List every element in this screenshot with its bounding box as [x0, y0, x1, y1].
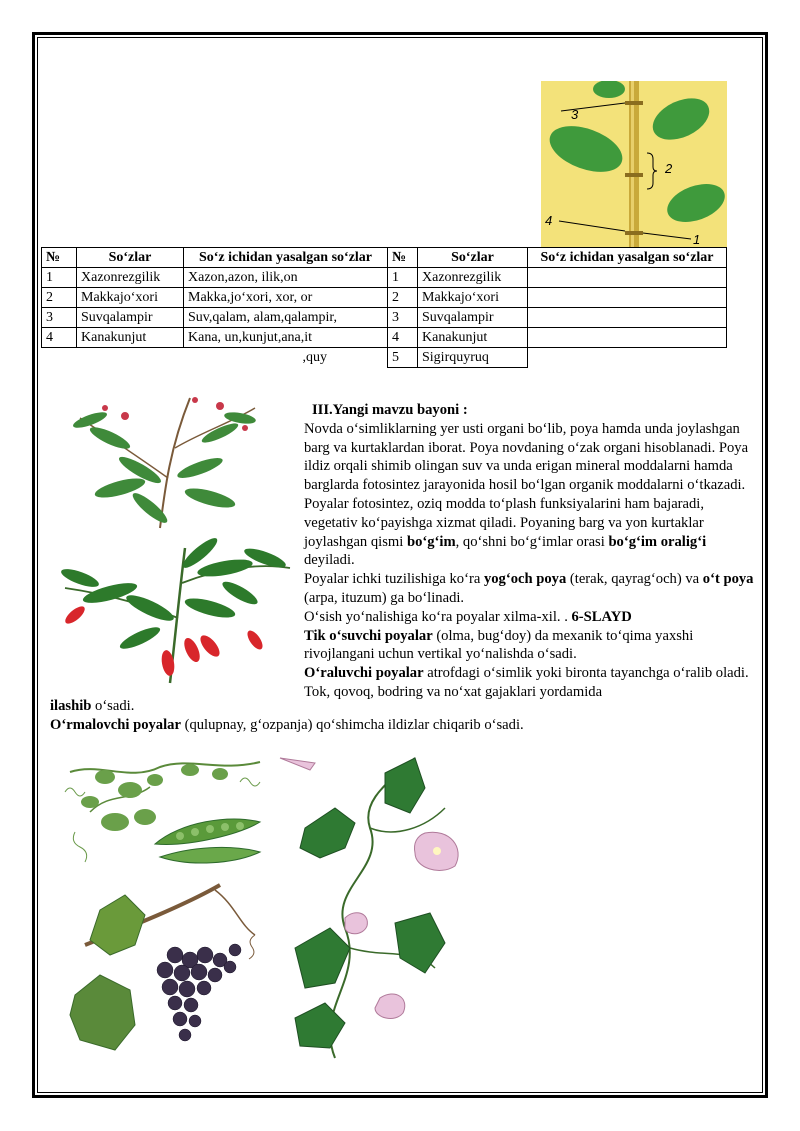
table-row — [42, 268, 727, 288]
paragraph-text: (qulupnay, g‘ozpanja) qo‘shimcha ildizlar chiqarib o‘sadi. — [180, 716, 524, 733]
bindweed-plant-image — [275, 748, 470, 1063]
table-header-row — [42, 248, 727, 268]
table-cell: Suv,qalam, alam,qalampir, — [184, 308, 388, 328]
paragraph — [304, 420, 756, 570]
table-cell[interactable] — [528, 348, 727, 368]
table-row — [42, 308, 727, 328]
paragraph-text: (terak, qayrag‘och) va — [566, 571, 703, 588]
term-bold: o‘t poya — [702, 571, 754, 588]
paragraph — [304, 608, 756, 627]
section-heading-text: III.Yangi mavzu bayoni : — [312, 402, 468, 418]
term-bold: O‘raluvchi poyalar — [304, 665, 424, 682]
table-cell: 1 — [42, 268, 77, 288]
term-bold: yog‘och poya — [483, 571, 567, 588]
table-cell[interactable] — [528, 328, 727, 348]
stem-diagram-image — [541, 81, 727, 247]
table-cell: ,quy — [302, 350, 327, 365]
table-cell: Xazonrezgilik — [418, 268, 528, 288]
table-cell[interactable] — [528, 268, 727, 288]
table-cell: Kanakunjut — [77, 328, 184, 348]
paragraph — [50, 716, 760, 735]
term-bold: O‘rmalovchi poyalar — [50, 716, 181, 733]
table-row — [42, 328, 727, 348]
section-heading — [304, 401, 756, 420]
grape-vine-image — [65, 875, 265, 1065]
stem-label-3: 3 — [571, 107, 579, 122]
header-words: So‘zlar — [418, 248, 528, 268]
table-cell: Makka,jo‘xori, xor, or — [184, 288, 388, 308]
table-cell: 5 — [388, 348, 418, 368]
stem-label-2: 2 — [665, 161, 673, 176]
stem-label-4: 4 — [545, 213, 553, 228]
table-cell: 2 — [388, 288, 418, 308]
slide-reference: 6-SLAYD — [571, 608, 632, 625]
table-cell: Suvqalampir — [77, 308, 184, 328]
term-bold: bo‘g‘im — [406, 533, 456, 550]
paragraph — [50, 697, 760, 716]
paragraph-text: Novda o‘simliklarning yer usti organi bo‘lib, poya hamda unda joylashgan barg va kurtaklardan iborat. Poya novdaning o‘zak organi hisoblanadi. Poya ildiz orqali shimib olingan suv va unda erigan mineral moddalarni hamda barglarda fotosintez jarayonida hosil bo‘lgan organik moddalarni o‘tkazadi. Poyalar fotosintez, oziq modda to‘plash funksiyalarini ham bajaradi, vegetativ ko‘payishga xizmat qiladi. Poyaning barg va yon kurtaklar joylashgan qismi — [304, 420, 749, 550]
table-cell: 1 — [388, 268, 418, 288]
table-cell — [77, 348, 184, 368]
paragraph-text: , qo‘shni bo‘g‘imlar orasi — [455, 533, 609, 550]
paragraph — [304, 570, 756, 608]
header-num: № — [388, 248, 418, 268]
table-cell: 4 — [388, 328, 418, 348]
paragraph-text: o‘sadi. — [91, 698, 135, 714]
table-cell: 2 — [42, 288, 77, 308]
paragraph-text: atrofdagi o‘simlik yoki bironta tayanchga o‘ralib oladi. Tok, qovoq, bodring va no‘xat gajaklari yordamida — [304, 665, 749, 700]
section-text-full-width — [50, 697, 760, 735]
table-row — [42, 288, 727, 308]
term-bold: ilashib — [50, 698, 92, 714]
table-row — [42, 348, 727, 368]
header-num: № — [42, 248, 77, 268]
table-cell — [42, 348, 77, 368]
term-bold: Tik o‘suvchi poyalar — [304, 627, 433, 644]
table-cell: Xazonrezgilik — [77, 268, 184, 288]
table-cell: 3 — [388, 308, 418, 328]
header-derived-words: So‘z ichidan yasalgan so‘zlar — [184, 248, 388, 268]
table-cell: Makkajo‘xori — [418, 288, 528, 308]
paragraph-text: Poyalar ichki tuzilishiga ko‘ra — [304, 571, 484, 588]
pea-plant-image — [60, 752, 270, 872]
paragraph-text: O‘sish yo‘nalishiga ko‘ra poyalar xilma-xil. . — [304, 608, 572, 625]
stem-label-1: 1 — [693, 232, 701, 247]
paragraph-text: deyiladi. — [304, 552, 355, 569]
table-cell[interactable] — [528, 308, 727, 328]
header-derived-words: So‘z ichidan yasalgan so‘zlar — [528, 248, 727, 268]
table-cell: Xazon,azon, ilik,on — [184, 268, 388, 288]
table-cell: Sigirquyruq — [418, 348, 528, 368]
plant-illustration-image — [50, 378, 300, 688]
term-bold: bo‘g‘im oralig‘i — [608, 533, 707, 550]
section-text — [304, 401, 756, 702]
paragraph-text: (arpa, ituzum) ga bo‘linadi. — [304, 589, 465, 606]
table-cell: Makkajo‘xori — [77, 288, 184, 308]
paragraph-text: (olma, bug‘doy) da mexanik to‘qima yaxshi rivojlangani uchun vertikal yo‘nalishda o‘sadi. — [304, 627, 694, 663]
table-cell: Kana, un,kunjut,ana,it — [184, 328, 388, 348]
header-words: So‘zlar — [77, 248, 184, 268]
table-cell: Kanakunjut — [418, 328, 528, 348]
table-cell: 4 — [42, 328, 77, 348]
table-cell: Suvqalampir — [418, 308, 528, 328]
words-table — [41, 247, 727, 368]
table-cell[interactable] — [528, 288, 727, 308]
paragraph — [304, 627, 756, 665]
table-cell: 3 — [42, 308, 77, 328]
